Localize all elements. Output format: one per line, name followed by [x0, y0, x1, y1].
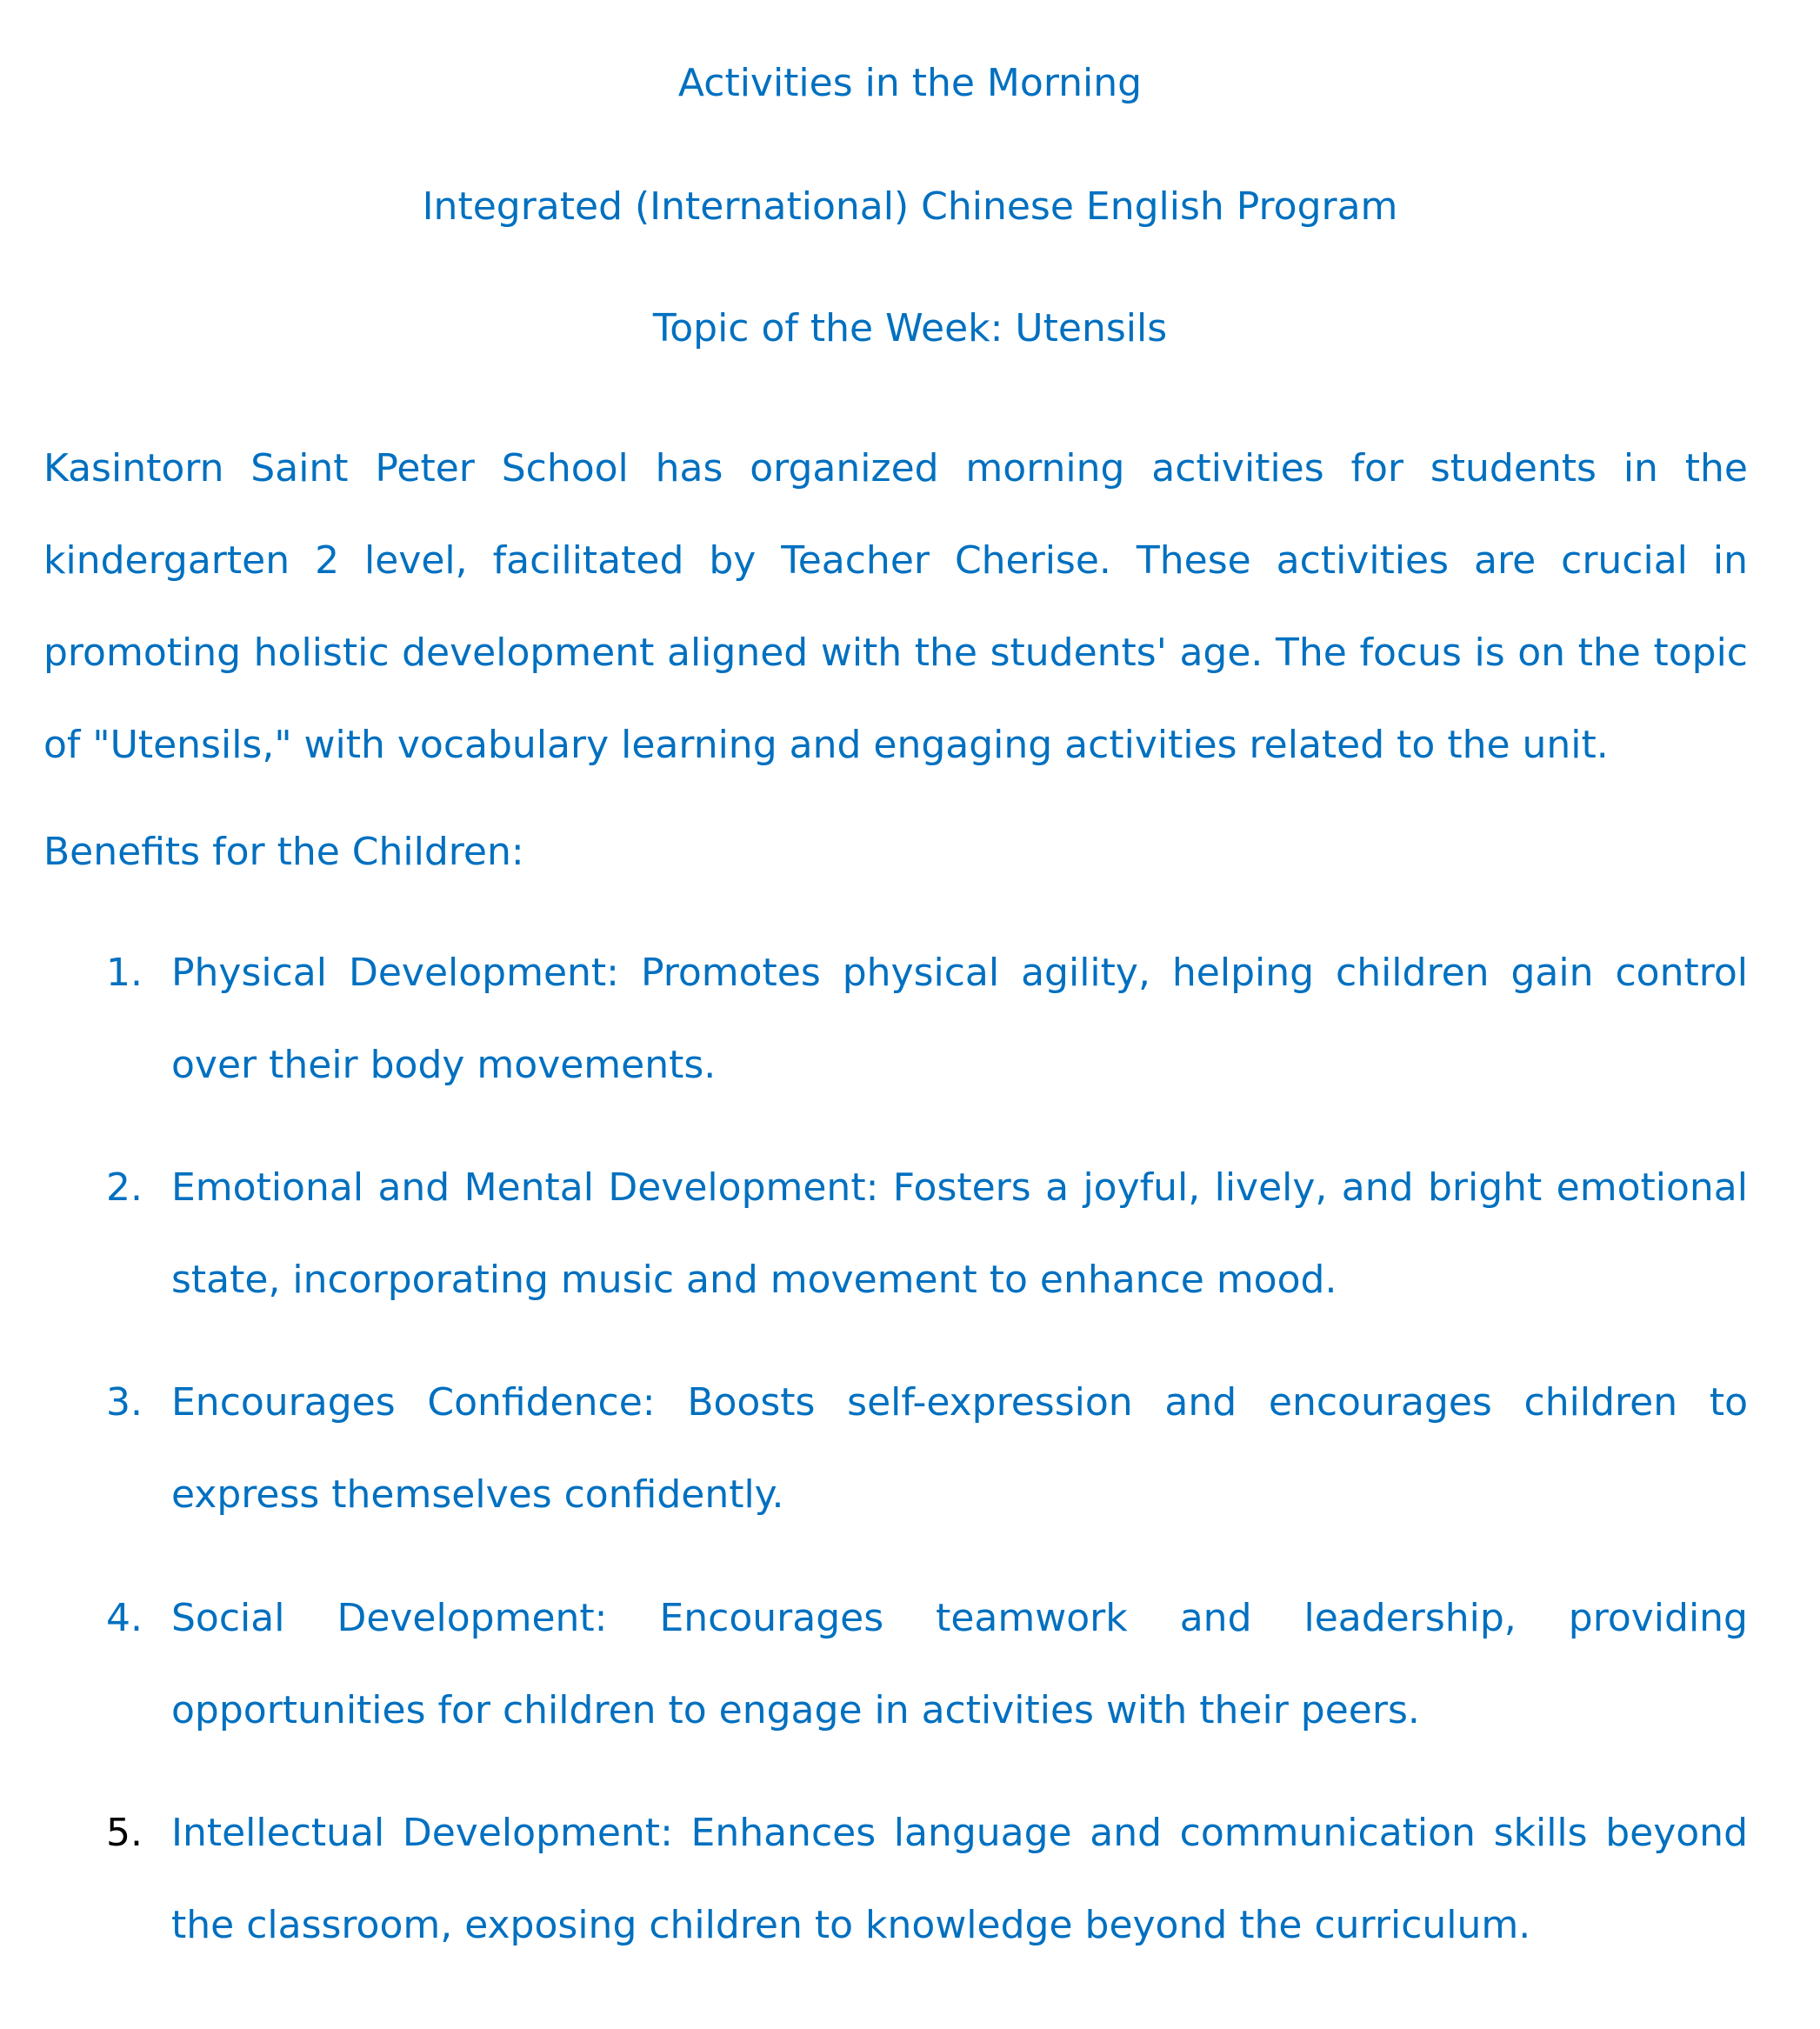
benefit-text: Emotional and Mental Development: Fosters a joyful, lively, and bright emotional state, incorporating music and movement to enhance mood.: [171, 1165, 1748, 1302]
benefit-number: 4.: [106, 1596, 143, 1640]
benefit-number: 1.: [106, 951, 143, 995]
program-name: Integrated (International) Chinese English Program: [422, 184, 1398, 229]
intro-paragraph: Kasintorn Saint Peter School has organized morning activities for students in the kindergarten 2 level, facilitated by Teacher Cherise. These activities are crucial in promoting holistic development aligned with the students' age. The focus is on the topic of "Utensils," with vocabulary learning and engaging activities related to the unit.: [43, 446, 1748, 767]
benefit-number: 5.: [106, 1811, 143, 1855]
document-title: Activities in the Morning: [677, 61, 1143, 105]
benefit-text: Physical Development: Promotes physical agility, helping children gain control over their body movements.: [171, 951, 1748, 1087]
benefit-number: 2.: [106, 1165, 143, 1210]
benefit-number: 3.: [106, 1380, 143, 1425]
benefit-text: Social Development: Encourages teamwork and leadership, providing opportunities for children to engage in activities with their peers.: [171, 1596, 1748, 1732]
topic-of-week: Topic of the Week: Utensils: [652, 306, 1168, 350]
benefits-heading: Benefits for the Children:: [43, 830, 524, 874]
benefit-text: Intellectual Development: Enhances language and communication skills beyond the classroom, exposing children to knowledge beyond the curriculum.: [171, 1811, 1748, 1947]
benefit-text: Encourages Confidence: Boosts self-expression and encourages children to express themselves confidently.: [171, 1380, 1748, 1517]
